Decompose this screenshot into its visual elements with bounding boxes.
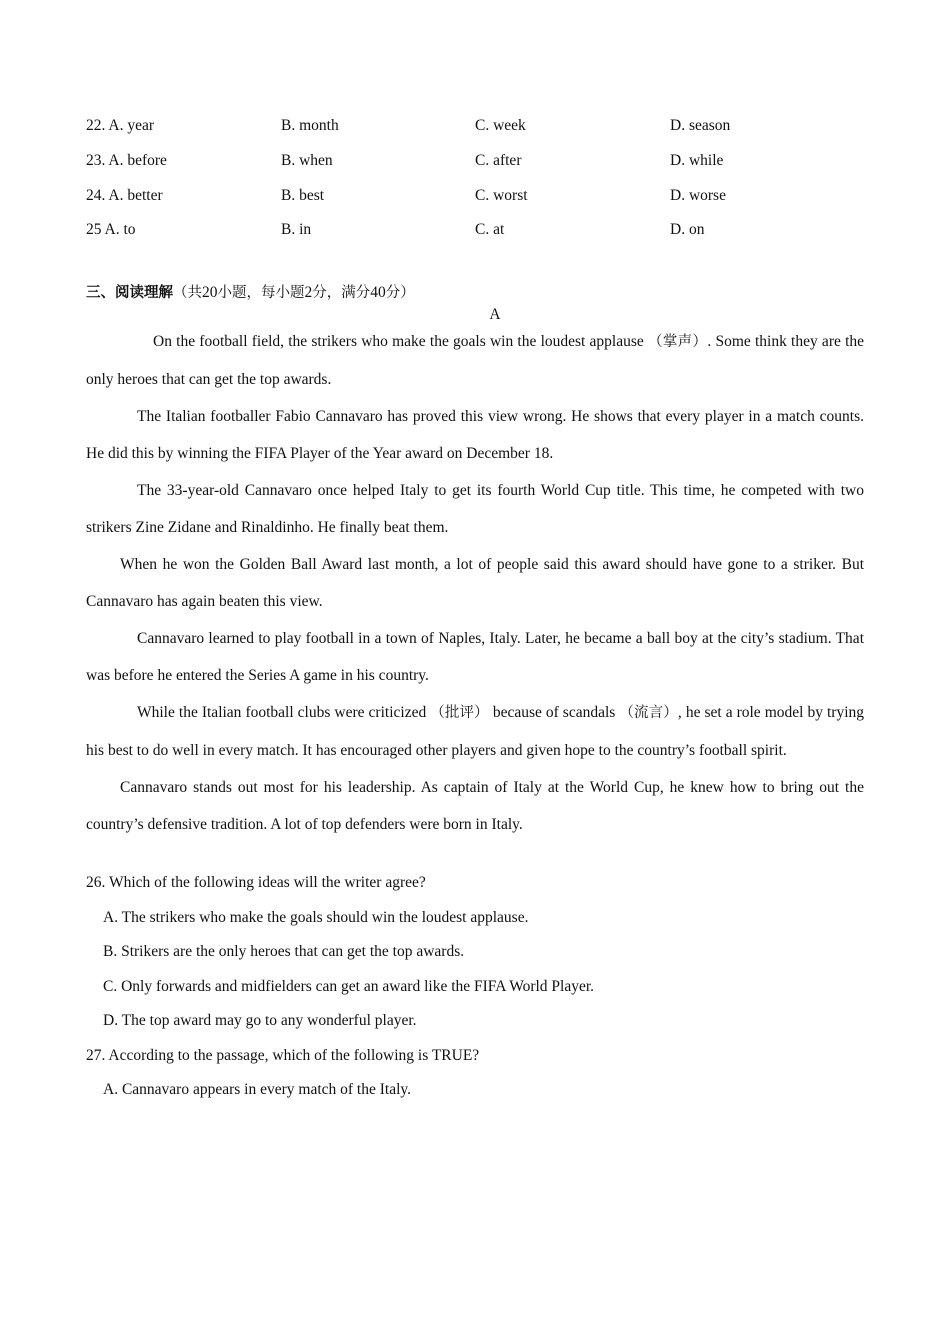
cloze-option-a: 22. A. year [86,117,155,134]
reading-passage [86,323,864,843]
question-option[interactable]: B. Strikers are the only heroes that can get the top awards. [103,943,465,960]
question-stem: 26. Which of the following ideas will the writer agree? [86,874,426,891]
cloze-option-a: 23. A. before [86,152,167,169]
cloze-option-c: C. at [475,221,505,238]
chinese-gloss: （流言） [619,705,678,721]
question-option[interactable]: A. The strikers who make the goals should win the loudest applause. [103,908,529,926]
section-heading [86,281,415,302]
cloze-option-d: D. worse [670,187,726,204]
section-title: 三、阅读理解 [86,285,173,301]
passage-paragraph: Cannavaro learned to play football in a town of Naples, Italy. Later, he became a ball boy at the city’s stadium. That was before he entered the Series A game in his country. [86,630,864,684]
question-option[interactable]: A. Cannavaro appears in every match of the Italy. [103,1081,412,1098]
cloze-option-b: B. in [281,221,312,238]
question-option[interactable]: D. The top award may go to any wonderful player. [103,1012,417,1029]
cloze-option-d: D. season [670,117,731,134]
passage-paragraph: The Italian footballer Fabio Cannavaro has proved this view wrong. He shows that every player in a match counts. He did this by winning the FIFA Player of the Year award on December 18. [86,408,864,462]
cloze-option-b: B. when [281,152,333,169]
passage-paragraph [86,694,864,769]
passage-paragraph: Cannavaro stands out most for his leadership. As captain of Italy at the World Cup, he knew how to bring out the country’s defensive tradition. A lot of top defenders were born in Italy. [86,779,864,833]
cloze-option-b: B. best [281,187,325,204]
passage-label: A [489,306,501,323]
section-note-mid1: 小题，每小题 [217,285,305,301]
passage-paragraph: The 33-year-old Cannavaro once helped Italy to get its fourth World Cup title. This time, he competed with two strikers Zine Zidane and Rinaldinho. He finally beat them. [86,482,864,536]
paragraph-text: because of scandals [488,704,620,721]
cloze-option-row [86,152,864,174]
cloze-option-row [86,117,864,139]
cloze-option-row [86,187,864,209]
cloze-option-c: C. week [475,117,526,134]
cloze-option-d: D. while [670,152,724,169]
cloze-option-c: C. after [475,152,522,169]
cloze-option-a: 24. A. better [86,187,163,204]
question-option[interactable]: C. Only forwards and midfielders can get an award like the FIFA World Player. [103,977,595,995]
section-count: 20 [202,284,218,301]
section-note-open: （共 [173,285,202,301]
paragraph-text: While the Italian football clubs were criticized [137,704,431,721]
section-points-each: 2 [304,284,313,301]
cloze-option-b: B. month [281,117,339,134]
cloze-option-row [86,221,864,243]
paragraph-text: On the football field, the strikers who make the goals win the loudest applause [153,333,648,350]
paragraph-text: . Some think they are the only heroes that can get the top awards. [86,333,865,388]
question-list [86,866,864,1108]
passage-paragraph [86,323,864,398]
cloze-option-d: D. on [670,221,705,238]
cloze-option-a: 25 A. to [86,221,136,238]
question-stem: 27. According to the passage, which of the following is TRUE? [86,1046,480,1064]
chinese-gloss: （批评） [430,705,489,721]
chinese-gloss: （掌声） [648,334,708,350]
section-note-mid2: 分，满分 [312,285,371,301]
paragraph-text: , he set a role model by trying his best to do well in every match. It has encouraged other players and given hope to the country’s football spirit. [86,704,865,759]
section-total-points: 40 [370,284,386,301]
passage-paragraph: When he won the Golden Ball Award last month, a lot of people said this award should have gone to a striker. But Cannavaro has again beaten this view. [86,556,864,610]
section-note-close: 分） [385,285,415,301]
cloze-option-c: C. worst [475,187,528,204]
